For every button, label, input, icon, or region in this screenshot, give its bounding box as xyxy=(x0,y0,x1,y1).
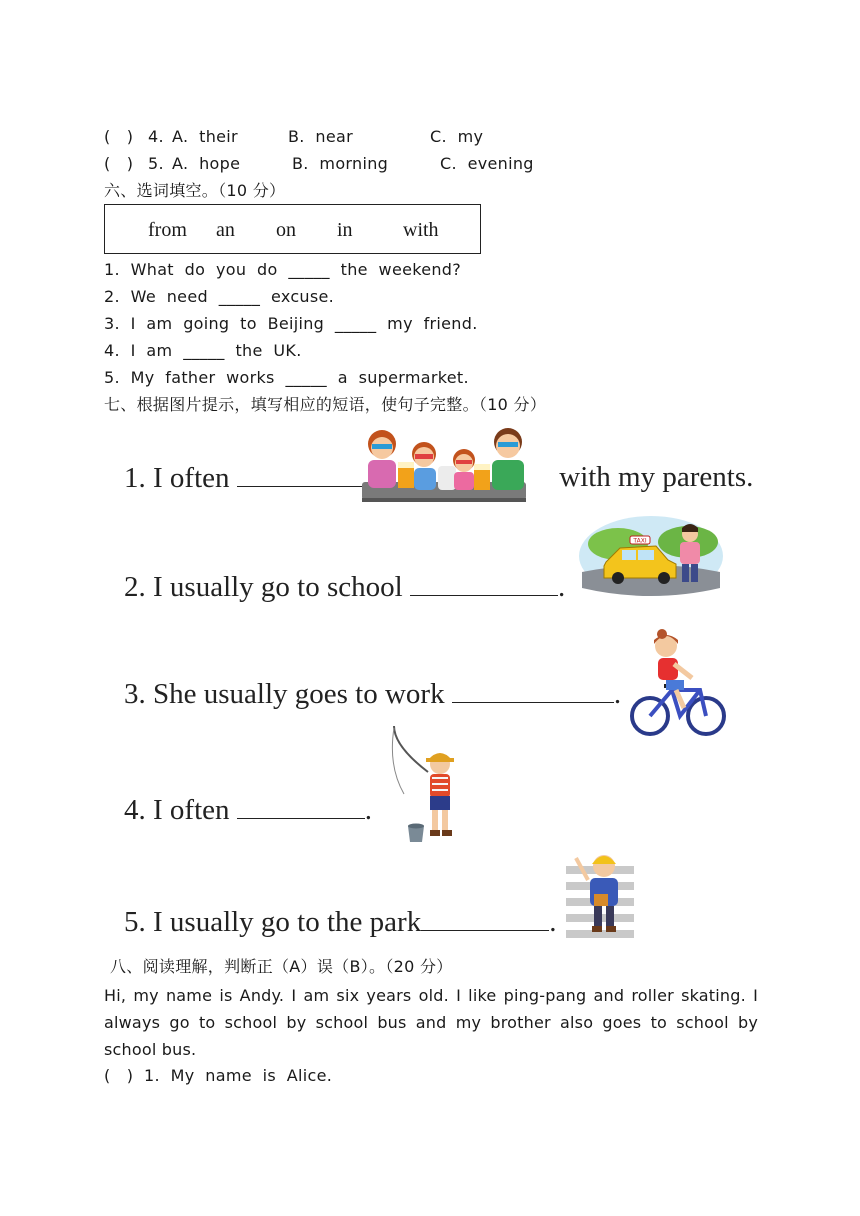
option-a: A. their xyxy=(172,127,238,146)
reading-passage: Hi, my name is Andy. I am six years old. I like ping-pang and roller skating. I always go to school by school bus and my brother also goes to school by school bus. xyxy=(104,986,758,1059)
question-number: 5. xyxy=(148,154,164,173)
answer-paren: ( ) xyxy=(104,154,134,173)
option-b: B. near xyxy=(288,127,354,146)
fill-item-2: 2. We need _____ excuse. xyxy=(104,287,335,306)
section8-heading: 八、阅读理解，判断正（A）误（B）。（20 分） xyxy=(110,957,453,976)
question-number: 4. xyxy=(148,127,164,146)
option-b: B. morning xyxy=(292,154,389,173)
sentence-end: . xyxy=(613,678,622,710)
word-bank-word: an xyxy=(216,219,235,241)
section7-heading: 七、根据图片提示，填写相应的短语，使句子完整。（10 分） xyxy=(104,395,547,414)
answer-blank xyxy=(237,792,365,819)
sentence-text: 1. I often xyxy=(124,462,237,494)
picture-sentence-3 xyxy=(124,676,621,711)
word-bank-word: on xyxy=(276,219,296,241)
sentence-end: . xyxy=(549,906,557,938)
word-bank-word: with xyxy=(403,219,439,241)
fill-item-1: 1. What do you do _____ the weekend? xyxy=(104,260,462,279)
crosswalk-picture xyxy=(564,846,636,944)
sentence-text: 4. I often xyxy=(124,794,237,826)
word-bank-word: from xyxy=(148,219,187,241)
picture-sentence-5 xyxy=(124,904,556,939)
child-figure xyxy=(453,449,475,490)
option-c: C. my xyxy=(430,127,484,146)
reading-question-1: ( ) 1. My name is Alice. xyxy=(104,1066,333,1085)
taxi-sign-text: TAXI xyxy=(633,537,647,545)
picture-sentence-1-end: with my parents. xyxy=(552,461,754,493)
option-a: A. hope xyxy=(172,154,241,173)
fishing-picture xyxy=(388,726,462,846)
bicycle-picture xyxy=(628,628,726,738)
sentence-end: . xyxy=(557,571,566,603)
taxi-picture xyxy=(578,514,724,598)
section6-heading: 六、选词填空。（10 分） xyxy=(104,181,286,200)
fill-item-3: 3. I am going to Beijing _____ my friend. xyxy=(104,314,478,333)
word-bank-word: in xyxy=(337,219,353,241)
word-bank xyxy=(104,204,481,254)
answer-paren: ( ) xyxy=(104,127,134,146)
answer-blank xyxy=(452,676,614,703)
sentence-text: 3. She usually goes to work xyxy=(124,678,452,710)
picture-sentence-4 xyxy=(124,792,372,827)
father-figure xyxy=(492,428,524,490)
picture-sentence-1 xyxy=(124,460,363,495)
answer-blank xyxy=(421,904,549,931)
mother-figure xyxy=(368,430,396,488)
answer-blank xyxy=(237,460,363,487)
sentence-end: . xyxy=(364,794,372,826)
fill-item-4: 4. I am _____ the UK. xyxy=(104,341,302,360)
option-c: C. evening xyxy=(440,154,534,173)
sentence-text: 5. I usually go to the park xyxy=(124,906,422,938)
boy-figure xyxy=(426,753,454,836)
bucket xyxy=(408,824,424,843)
child-figure xyxy=(412,442,436,490)
fill-item-5: 5. My father works _____ a supermarket. xyxy=(104,368,469,387)
picture-sentence-2 xyxy=(124,569,565,604)
sentence-text: 2. I usually go to school xyxy=(124,571,410,603)
family-movie-picture xyxy=(358,422,530,508)
answer-blank xyxy=(410,569,558,596)
